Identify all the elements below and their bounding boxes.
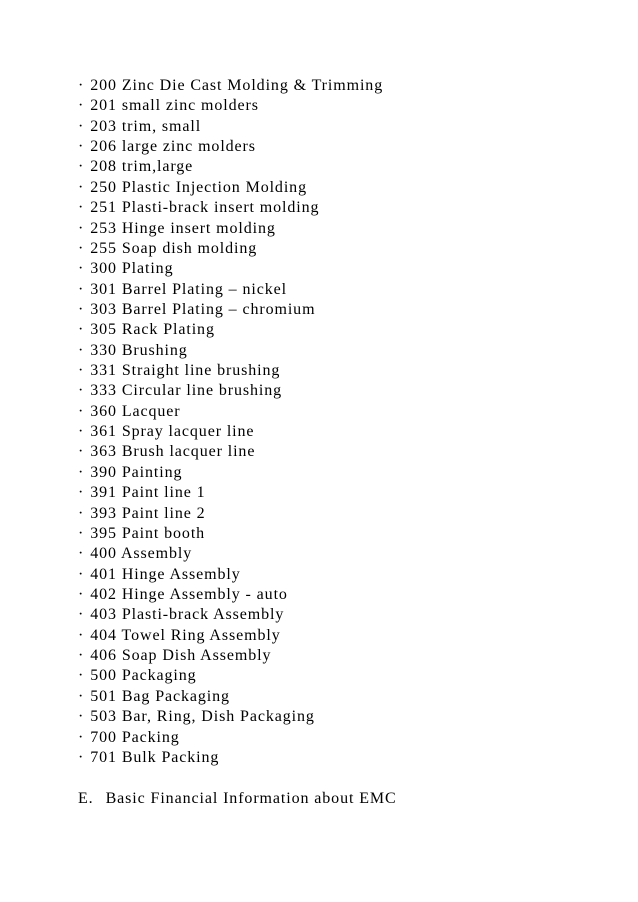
list-item	[78, 198, 383, 218]
bullet-icon: ·	[78, 280, 85, 298]
list-item	[78, 300, 383, 320]
list-item-text: 406 Soap Dish Assembly	[90, 647, 272, 665]
list-item-text: 700 Packing	[90, 728, 180, 746]
list-item	[78, 157, 383, 177]
list-item	[78, 565, 383, 585]
bullet-icon: ·	[78, 199, 85, 217]
bullet-icon: ·	[78, 382, 85, 400]
bullet-icon: ·	[78, 362, 85, 380]
list-item-text: 403 Plasti-brack Assembly	[90, 606, 285, 624]
list-item-text: 393 Paint line 2	[90, 504, 206, 522]
list-item	[78, 483, 383, 503]
list-item-text: 503 Bar, Ring, Dish Packaging	[90, 708, 315, 726]
bullet-icon: ·	[78, 443, 85, 461]
list-item-text: 203 trim, small	[90, 117, 202, 135]
list-item	[78, 137, 383, 157]
list-item-text: 250 Plastic Injection Molding	[90, 178, 307, 196]
list-item	[78, 239, 383, 259]
bullet-icon: ·	[78, 708, 85, 726]
list-item	[78, 707, 383, 727]
list-item-text: 400 Assembly	[90, 545, 193, 563]
list-item	[78, 728, 383, 748]
list-item-text: 402 Hinge Assembly - auto	[90, 585, 288, 603]
bullet-icon: ·	[78, 667, 85, 685]
list-item-text: 363 Brush lacquer line	[90, 443, 256, 461]
bullet-icon: ·	[78, 117, 85, 135]
bullet-icon: ·	[78, 565, 85, 583]
bullet-icon: ·	[78, 463, 85, 481]
bullet-icon: ·	[78, 545, 85, 563]
list-item-text: 361 Spray lacquer line	[90, 423, 255, 441]
list-item	[78, 361, 383, 381]
list-item-text: 255 Soap dish molding	[90, 239, 258, 257]
list-item	[78, 626, 383, 646]
bullet-icon: ·	[78, 687, 85, 705]
list-item	[78, 687, 383, 707]
list-item-text: 391 Paint line 1	[90, 484, 206, 502]
bullet-icon: ·	[78, 484, 85, 502]
list-item-text: 200 Zinc Die Cast Molding & Trimming	[90, 77, 384, 94]
list-item-text: 201 small zinc molders	[90, 97, 259, 115]
bullet-icon: ·	[78, 748, 85, 766]
list-item-text: 500 Packaging	[90, 667, 197, 685]
list-item-text: 501 Bag Packaging	[90, 687, 230, 705]
section-heading	[78, 789, 397, 809]
list-item	[78, 280, 383, 300]
bullet-icon: ·	[78, 158, 85, 176]
list-item	[78, 422, 383, 442]
bullet-icon: ·	[78, 504, 85, 522]
bullet-icon: ·	[78, 97, 85, 115]
list-item-text: 395 Paint booth	[90, 524, 206, 542]
list-item	[78, 585, 383, 605]
list-item	[78, 748, 383, 768]
list-item-text: 701 Bulk Packing	[90, 748, 220, 766]
list-item-text: 390 Painting	[90, 463, 183, 481]
bullet-icon: ·	[78, 728, 85, 746]
list-item	[78, 219, 383, 239]
bullet-icon: ·	[78, 178, 85, 196]
list-item	[78, 524, 383, 544]
list-item-text: 330 Brushing	[90, 341, 188, 359]
bullet-icon: ·	[78, 626, 85, 644]
bullet-icon: ·	[78, 239, 85, 257]
bullet-icon: ·	[78, 402, 85, 420]
list-item-text: 331 Straight line brushing	[90, 362, 281, 380]
bullet-icon: ·	[78, 524, 85, 542]
list-item	[78, 178, 383, 198]
list-item	[78, 259, 383, 279]
list-item	[78, 96, 383, 116]
list-item	[78, 117, 383, 137]
bullet-icon: ·	[78, 138, 85, 156]
list-item	[78, 666, 383, 686]
list-item-text: 206 large zinc molders	[90, 138, 256, 156]
list-item	[78, 544, 383, 564]
cost-center-list	[78, 76, 383, 768]
list-item-text: 305 Rack Plating	[90, 321, 215, 339]
list-item-text: 253 Hinge insert molding	[90, 219, 276, 237]
bullet-icon: ·	[78, 423, 85, 441]
bullet-icon: ·	[78, 606, 85, 624]
list-item-text: 401 Hinge Assembly	[90, 565, 241, 583]
list-item-text: 303 Barrel Plating – chromium	[90, 300, 316, 318]
list-item	[78, 442, 383, 462]
bullet-icon: ·	[78, 321, 85, 339]
list-item	[78, 320, 383, 340]
list-item-text: 360 Lacquer	[90, 402, 181, 420]
list-item-text: 300 Plating	[90, 260, 174, 278]
list-item	[78, 646, 383, 666]
bullet-icon: ·	[78, 341, 85, 359]
bullet-icon: ·	[78, 300, 85, 318]
bullet-icon: ·	[78, 77, 85, 94]
list-item	[78, 402, 383, 422]
list-item-text: 251 Plasti-brack insert molding	[90, 199, 320, 217]
list-item	[78, 341, 383, 361]
list-item-text: 301 Barrel Plating – nickel	[90, 280, 287, 298]
bullet-icon: ·	[78, 260, 85, 278]
list-item-text: 404 Towel Ring Assembly	[90, 626, 281, 644]
bullet-icon: ·	[78, 647, 85, 665]
section-letter: E.	[78, 790, 94, 807]
list-item	[78, 504, 383, 524]
list-item	[78, 76, 383, 96]
list-item-text: 208 trim,large	[90, 158, 194, 176]
list-item	[78, 381, 383, 401]
section-title: Basic Financial Information about EMC	[105, 790, 397, 807]
list-item-text: 333 Circular line brushing	[90, 382, 283, 400]
bullet-icon: ·	[78, 585, 85, 603]
list-item	[78, 463, 383, 483]
list-item	[78, 605, 383, 625]
bullet-icon: ·	[78, 219, 85, 237]
